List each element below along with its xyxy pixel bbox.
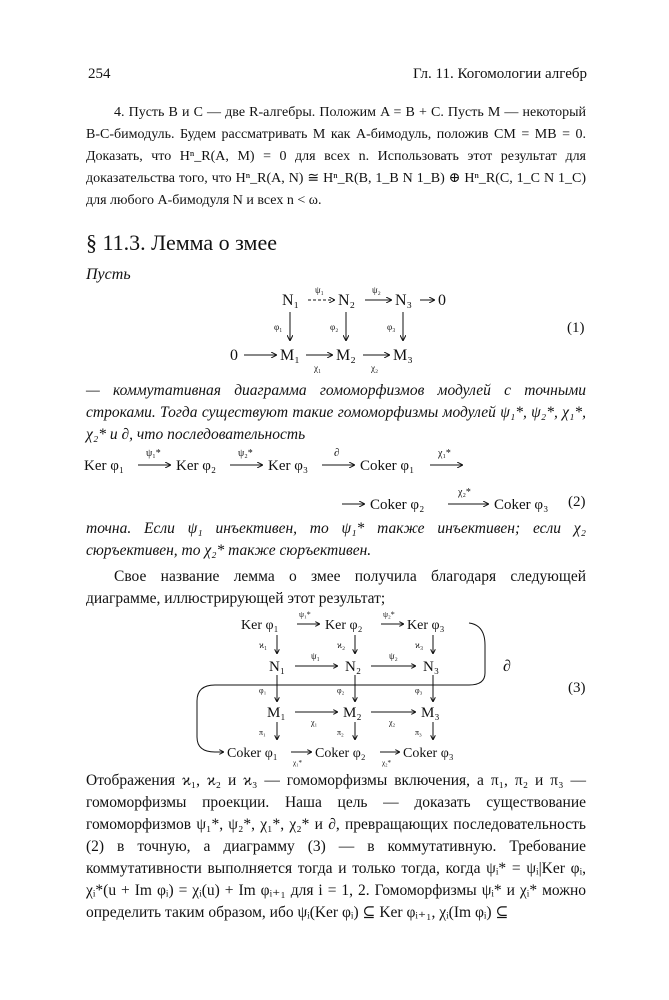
seq-ker-phi2: Ker φ₂	[176, 458, 217, 474]
body-paragraph-1: Свое название лемма о змее получила благодаря следующей диаграмме, иллюстрирующей этот результат;	[86, 568, 586, 607]
d3-pi2: π₂	[337, 728, 344, 737]
seq-ker-phi3: Ker φ₃	[268, 458, 309, 474]
d3-phi2: φ₂	[337, 686, 345, 695]
d1-chi2-label: χ₂	[371, 363, 379, 373]
d3-chi1: χ₁	[311, 718, 318, 727]
d1-psi2-label: ψ₂	[372, 285, 381, 295]
d3-m1: M₁	[267, 705, 286, 721]
d1-zero-right: 0	[438, 292, 446, 309]
d1-zero-left: 0	[230, 347, 238, 364]
d3-coker-phi1: Coker φ₁	[227, 746, 278, 761]
d1-phi3-label: φ₃	[387, 322, 396, 332]
d3-coker-phi2: Coker φ₂	[315, 746, 366, 761]
seq-chi2star: χ₂*	[458, 487, 471, 498]
d3-kappa3: ϰ₃	[415, 640, 424, 650]
d1-phi2-label: φ₂	[330, 322, 339, 332]
d3-psi2: ψ₂	[389, 651, 398, 661]
d3-ker-phi1: Ker φ₁	[241, 618, 279, 633]
d1-psi1-label: ψ₁	[315, 285, 324, 295]
diagram-1	[220, 285, 480, 380]
d3-psi1: ψ₁	[311, 651, 320, 661]
d3-psi2star: ψ₂*	[383, 610, 395, 619]
d3-partial: ∂	[503, 658, 511, 675]
d3-coker-phi3: Coker φ₃	[403, 746, 454, 761]
equation-number-2: (2)	[568, 494, 586, 510]
d3-m2: M₂	[343, 705, 362, 721]
equation-number-1: (1)	[567, 320, 585, 336]
seq-psi2star: ψ₂*	[238, 448, 253, 459]
diagram-3	[185, 605, 525, 770]
d1-m2: M₂	[336, 347, 356, 364]
d1-chi1-label: χ₁	[314, 363, 322, 373]
d3-pi3: π₃	[415, 728, 422, 737]
sequence-2	[80, 442, 610, 517]
d3-phi1: φ₁	[259, 686, 267, 695]
d3-ker-phi3: Ker φ₃	[407, 618, 445, 633]
d3-n1: N₁	[269, 659, 286, 675]
d1-phi1-label: φ₁	[274, 322, 283, 332]
lemma-statement: — коммутативная диаграмма гомоморфизмов модулей с точными строками. Тогда существуют такие гомоморфизмы модулей ψ₁*, ψ₂*, χ₁*, χ₂* и ∂, что последовательность	[86, 382, 586, 443]
lemma-conclusion: точна. Если ψ₁ инъективен, то ψ₁* также инъективен; если χ₂ сюръективен, то χ₂* также сюръективен.	[86, 520, 586, 559]
d3-kappa2: ϰ₂	[337, 640, 346, 650]
d3-chi2star: χ₂*	[382, 759, 392, 767]
lemma-intro: Пусть	[86, 266, 131, 283]
seq-ker-phi1: Ker φ₁	[84, 458, 125, 474]
d3-ker-phi2: Ker φ₂	[325, 618, 363, 633]
d3-chi1star: χ₁*	[293, 759, 303, 767]
d1-n1: N₁	[282, 292, 300, 309]
body-paragraph-2: Отображения ϰ₁, ϰ₂ и ϰ₃ — гомоморфизмы включения, а π₁, π₂ и π₃ — гомоморфизмы проекции. Наша цель — доказать существование гомоморфизмов ψ₁*, ψ₂*, χ₁*, χ₂* и ∂, превращающих последовательность (2) в точную, а диаграмму (3) — в коммутативную. Требование коммутативности выполняется тогда и только тогда, когда ψᵢ* = ψᵢ|Ker φᵢ, χᵢ*(u + Im φᵢ) = χᵢ(u) + Im φᵢ₊₁ для i = 1, 2. Гомоморфизмы ψᵢ* и χᵢ* можно определить таким образом, ибо ψᵢ(Ker φᵢ) ⊆ Ker φᵢ₊₁, χᵢ(Im φᵢ) ⊆	[86, 772, 586, 921]
seq-coker-phi3: Coker φ₃	[494, 497, 549, 513]
seq-psi1star: ψ₁*	[146, 448, 161, 459]
page-number: 254	[88, 66, 111, 82]
d1-n2: N₂	[338, 292, 356, 309]
section-title: § 11.3. Лемма о змее	[86, 230, 278, 255]
d3-psi1star: ψ₁*	[299, 610, 311, 619]
d3-phi3: φ₃	[415, 686, 423, 695]
d3-pi1: π₁	[259, 728, 266, 737]
chapter-title: Гл. 11. Когомологии алгебр	[413, 66, 587, 82]
exercise-text: 4. Пусть B и C — две R-алгебры. Положим A = B + C. Пусть M — некоторый B-C-бимодуль. Будем рассматривать M как A-бимодуль, положив CM = MB = 0. Доказать, что Hⁿ_R(A, M) = 0 для всех n. Использовать этот результат для доказательства того, что Hⁿ_R(A, N) ≅ Hⁿ_R(B, 1_B N 1_B) ⊕ Hⁿ_R(C, 1_C N 1_C) для любого A-бимодуля N и всех n < ω.	[86, 105, 586, 208]
d3-kappa1: ϰ₁	[259, 640, 268, 650]
d1-n3: N₃	[395, 292, 413, 309]
seq-coker-phi1: Coker φ₁	[360, 458, 415, 474]
d3-n3: N₃	[423, 659, 440, 675]
d3-n2: N₂	[345, 659, 362, 675]
seq-coker-phi2: Coker φ₂	[370, 497, 425, 513]
d3-m3: M₃	[421, 705, 440, 721]
d1-m1: M₁	[280, 347, 300, 364]
seq-chi1star: χ₁*	[438, 448, 451, 459]
d3-chi2: χ₂	[389, 718, 396, 727]
d1-m3: M₃	[393, 347, 413, 364]
seq-partial: ∂	[334, 447, 340, 459]
equation-number-3: (3)	[568, 680, 586, 696]
